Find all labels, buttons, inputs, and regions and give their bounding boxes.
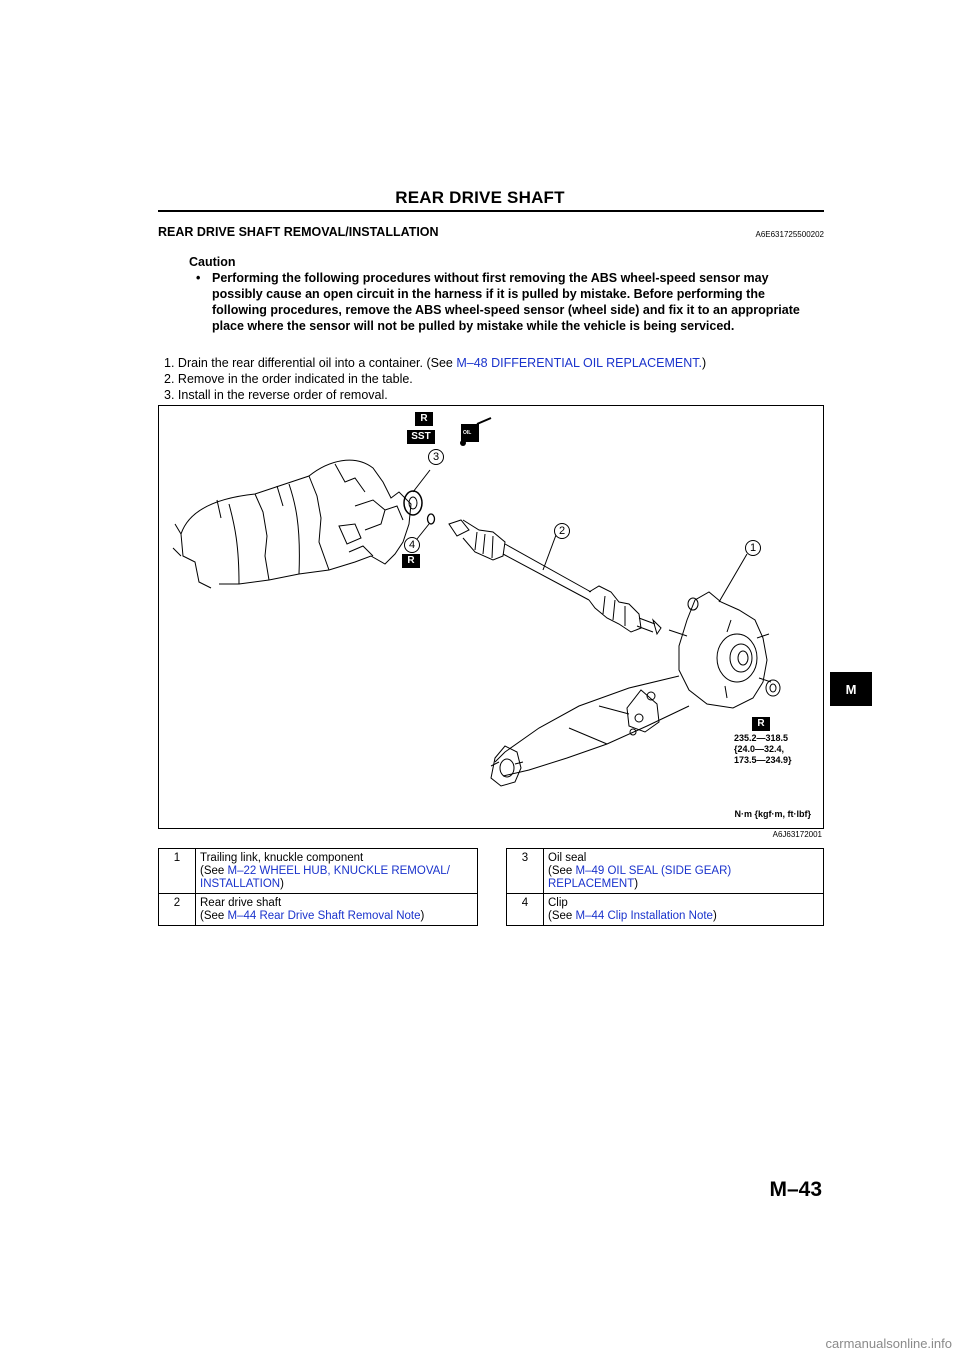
- clip-drawing: [428, 514, 435, 524]
- differential-housing-drawing: [173, 460, 411, 588]
- leader-1: [719, 554, 747, 602]
- table-row: 2 Rear drive shaft (See M–44 Rear Drive Shaft Removal Note): [159, 894, 478, 926]
- caution-bullet: •: [196, 271, 201, 285]
- section-side-tab: M: [830, 672, 872, 706]
- oil-seal-drawing: [404, 491, 422, 515]
- link-oil-seal-replacement[interactable]: M–49 OIL SEAL (SIDE GEAR) REPLACEMENT: [548, 865, 732, 890]
- replace-badge-top: R: [415, 412, 433, 426]
- knuckle-hub-drawing: [679, 592, 780, 708]
- callout-1: 1: [745, 540, 761, 556]
- page-number: M–43: [769, 1178, 822, 1201]
- leader-3: [413, 470, 430, 492]
- table-row: 4 Clip (See M–44 Clip Installation Note): [507, 894, 824, 926]
- oil-can-icon: [457, 416, 493, 446]
- page-header: REAR DRIVE SHAFT: [395, 188, 565, 207]
- oil-label: OIL: [463, 430, 472, 436]
- caution-body: Performing the following procedures without first removing the ABS wheel-speed sensor may possibly cause an open circuit in the harness if it is pulled by mistake. Before performing the following procedures, remove the ABS wheel-speed sensor (wheel side) and fix it to an appropriate place where the sensor will not be pulled by mistake while the vehicle is being serviced.: [212, 271, 800, 333]
- table-row: 1 Trailing link, knuckle component (See M–22 WHEEL HUB, KNUCKLE REMOVAL/ INSTALLATION): [159, 849, 478, 894]
- section-code: A6E631725500202: [755, 230, 824, 239]
- leader-2: [543, 535, 556, 570]
- unit-label: N·m {kgf·m, ft·lbf}: [734, 809, 811, 819]
- callout-3: 3: [428, 449, 444, 465]
- parts-table-left: [158, 848, 478, 926]
- procedure-steps: [164, 355, 706, 403]
- link-clip-installation-note[interactable]: M–44 Clip Installation Note: [575, 910, 713, 922]
- section-title: REAR DRIVE SHAFT REMOVAL/INSTALLATION: [158, 225, 439, 239]
- replace-badge-left: R: [402, 554, 420, 568]
- table-row: 3 Oil seal (See M–49 OIL SEAL (SIDE GEAR) REPLACEMENT): [507, 849, 824, 894]
- callout-2: 2: [554, 523, 570, 539]
- link-drive-shaft-removal-note[interactable]: M–44 Rear Drive Shaft Removal Note: [227, 910, 421, 922]
- step-1: 1. Drain the rear differential oil into a container. (See M–48 DIFFERENTIAL OIL REPLACEMENT.): [164, 356, 707, 370]
- trailing-link-drawing: [491, 676, 689, 786]
- header-rule: [158, 210, 824, 212]
- replace-badge-right: R: [752, 717, 770, 731]
- figure-code: A6J63172001: [772, 830, 822, 839]
- step-2: 2. Remove in the order indicated in the table.: [164, 372, 413, 386]
- step-3: 3. Install in the reverse order of removal.: [164, 388, 388, 402]
- caution-label: Caution: [189, 255, 236, 269]
- exploded-view-figure: [158, 405, 824, 829]
- link-wheel-hub-knuckle[interactable]: M–22 WHEEL HUB, KNUCKLE REMOVAL/ INSTALLATION: [200, 865, 450, 890]
- sst-badge: SST: [407, 430, 435, 444]
- drive-shaft-illustration: [159, 406, 823, 828]
- caution-text: [196, 270, 816, 334]
- parts-table-right: [506, 848, 824, 926]
- callout-4: 4: [404, 537, 420, 553]
- torque-spec: 235.2—318.5 {24.0—32.4, 173.5—234.9}: [734, 733, 792, 765]
- link-differential-oil-replacement[interactable]: M–48 DIFFERENTIAL OIL REPLACEMENT.: [456, 356, 702, 370]
- watermark: carmanualsonline.info: [825, 1336, 952, 1351]
